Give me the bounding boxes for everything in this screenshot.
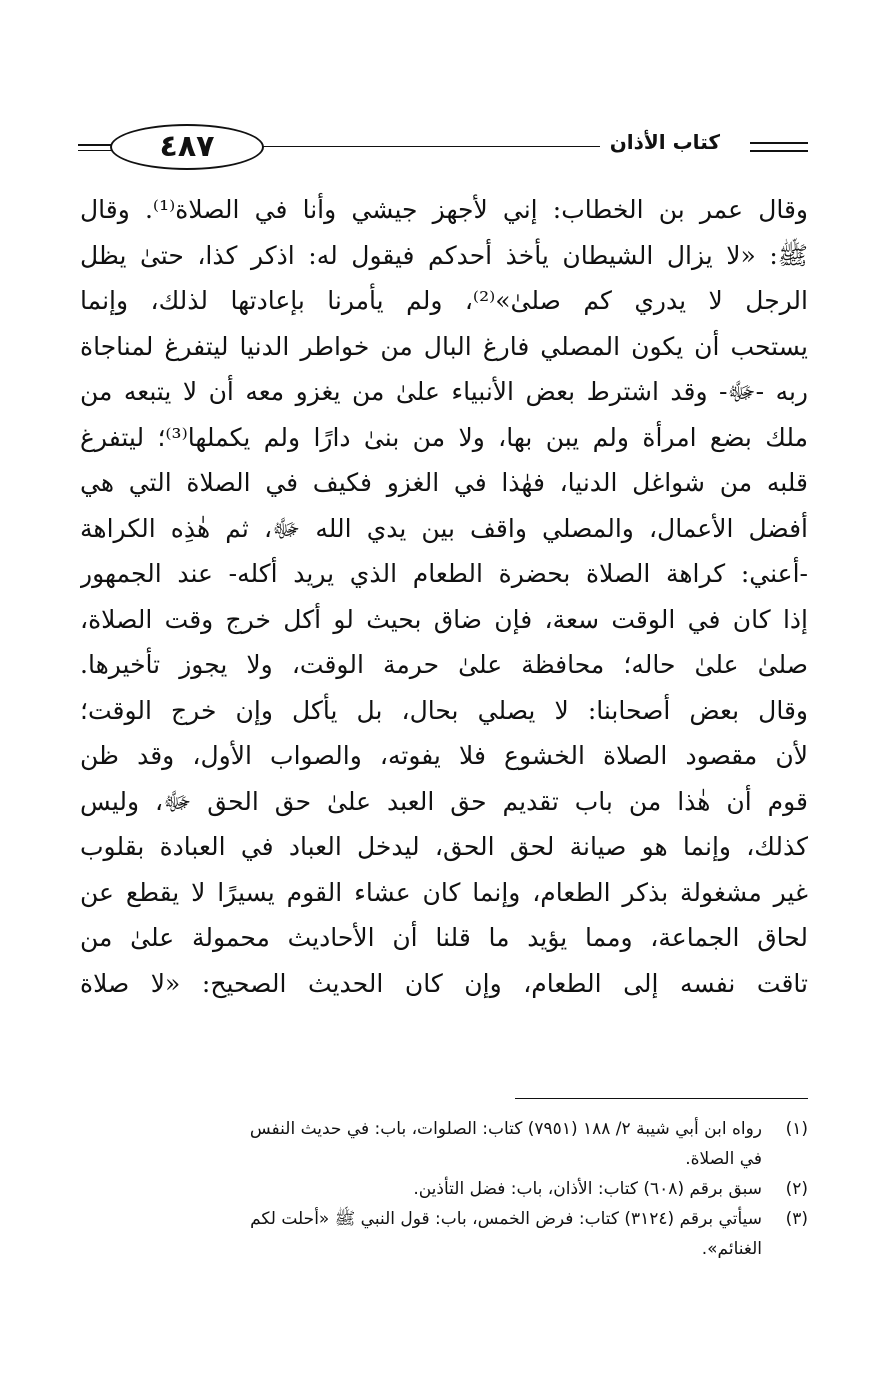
body-line: وقال بعض أصحابنا: لا يصلي بحال، بل يأكل وإن خرج الوقت؛ [80,695,808,725]
footnote-number: (٣) [785,1209,808,1229]
body-line: إذا كان في الوقت سعة، فإن ضاق بحيث لو أكل خرج وقت الصلاة، [80,604,808,634]
body-line: ملك بضع امرأة ولم يبن بها، ولا من بنىٰ دارًا ولم يكملها⁽³⁾؛ ليتفرغ [80,422,808,452]
body-line: قوم أن هٰذا من باب تقديم حق العبد علىٰ حق الحق ﷻ، وليس [80,786,808,816]
footnote-3 [80,1204,808,1264]
footnote-number: (١) [785,1119,808,1139]
body-line: كذلك، وإنما هو صيانة لحق الحق، ليدخل العباد في العبادة بقلوب [80,832,808,861]
header-rule-middle [258,146,630,147]
body-line: وقال عمر بن الخطاب: إني لأجهز جيشي وأنا في الصلاة⁽¹⁾. وقال [80,195,808,224]
body-line: لأن مقصود الصلاة الخشوع فلا يفوته، والصواب الأول، وقد ظن [80,741,808,770]
footnote-2 [80,1174,808,1204]
body-line: صلىٰ علىٰ حاله؛ محافظة علىٰ حرمة الوقت، ولا يجوز تأخيرها. [80,650,808,679]
footnote-line: سيأتي برقم (٣١٢٤) كتاب: فرض الخمس، باب: قول النبي ﷺ «أحلت لكم [250,1209,762,1229]
body-text [80,187,808,1006]
footnote-line: الغنائم». [701,1239,762,1259]
body-line: لحاق الجماعة، ومما يؤيد ما قلنا أن الأحاديث محمولة علىٰ من [80,923,808,952]
footnotes [80,1114,808,1264]
body-line: غير مشغولة بذكر الطعام، وإنما كان عشاء القوم يسيرًا لا يقطع عن [80,877,808,907]
body-line: أفضل الأعمال، والمصلي واقف بين يدي الله ﷻ، ثم هٰذِه الكراهة [80,513,808,543]
footnote-separator [515,1098,808,1099]
body-line: يستحب أن يكون المصلي فارغ البال من خواطر الدنيا ليتفرغ لمناجاة [80,331,808,361]
footnote-1 [80,1114,808,1174]
body-line: تاقت نفسه إلى الطعام، وإن كان الحديث الصحيح: «لا صلاة [80,968,808,998]
body-line: قلبه من شواغل الدنيا، فهٰذا في الغزو فكيف في الصلاة التي هي [80,468,808,497]
footnote-line: رواه ابن أبي شيبة ٢/ ١٨٨ (٧٩٥١) كتاب: الصلوات، باب: في حديث النفس [249,1119,762,1139]
header-rule-right-bottom [750,150,808,152]
footnote-line: سبق برقم (٦٠٨) كتاب: الأذان، باب: فضل التأذين. [413,1179,762,1199]
footnote-number: (٢) [785,1179,808,1199]
body-line: ﷺ: «لا يزال الشيطان يأخذ أحدكم فيقول له: اذكر كذا، حتىٰ يظل [80,240,808,270]
page-number: ٤٨٧ [110,124,264,170]
body-line: -أعني: كراهة الصلاة بحضرة الطعام الذي يريد أكله- عند الجمهور [80,559,808,588]
body-line: ربه -ﷻ- وقد اشترط بعض الأنبياء علىٰ من يغزو معه أن لا يتبعه من [80,377,808,406]
header-rule-right-top [750,142,808,144]
body-line: الرجل لا يدري كم صلىٰ»⁽²⁾، ولم يأمرنا بإعادتها لذلك، وإنما [80,286,808,315]
chapter-title: كتاب الأذان [600,130,730,154]
page-header [78,124,808,170]
footnote-line: في الصلاة. [685,1149,762,1169]
